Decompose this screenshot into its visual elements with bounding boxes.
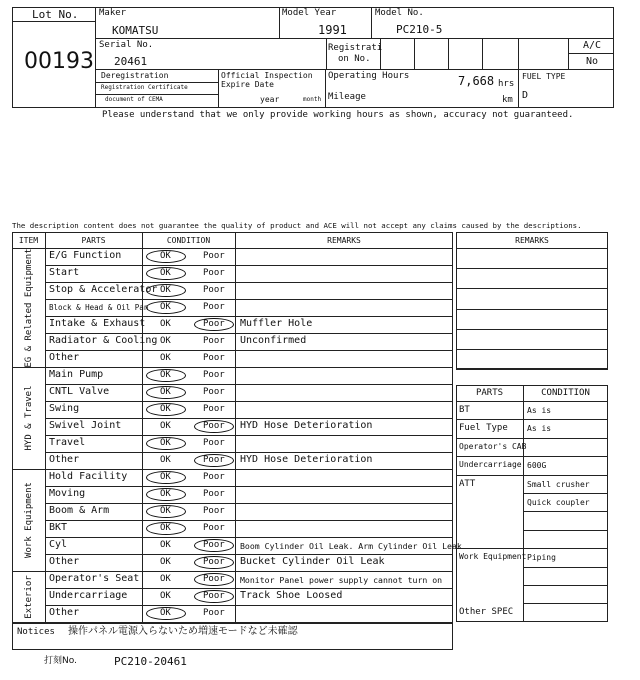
lot-no: 00193 [24, 49, 94, 74]
ok-option: OK [160, 472, 171, 482]
cema-label: document of CEMA [105, 96, 163, 103]
part-label: Intake & Exhaust [49, 318, 146, 329]
ok-circle [146, 505, 186, 518]
group-label: HYD & Travel [23, 385, 34, 451]
remark-text: Muffler Hole [240, 318, 313, 329]
ok-option: OK [160, 591, 171, 601]
serial-no-label: Serial No. [99, 40, 154, 50]
part-label: Moving [49, 488, 86, 499]
model-no-value: PC210-5 [396, 23, 443, 36]
poor-option: Poor [203, 251, 225, 261]
poor-circle [194, 454, 234, 467]
part-label: Swing [49, 403, 80, 414]
spec-part: Other SPEC [459, 607, 514, 618]
ok-circle [146, 369, 186, 382]
remark-line [456, 349, 608, 350]
ok-circle [146, 437, 186, 450]
remark-line [456, 268, 608, 269]
ok-option: OK [160, 353, 171, 363]
ok-option: OK [160, 251, 171, 261]
poor-option: Poor [203, 268, 225, 278]
spec-condition: As is [527, 424, 552, 434]
right-remarks-header: REMARKS [515, 236, 549, 245]
model-no-label: Model No. [375, 8, 424, 18]
mileage-label: Mileage [328, 92, 366, 102]
fuel-type-label: FUEL TYPE [522, 72, 566, 81]
part-label: Other [49, 607, 80, 618]
spec-part: Operator's CAB [459, 441, 527, 451]
registration-cert-label: Registration Certificate [101, 84, 188, 91]
part-label: BKT [49, 522, 68, 533]
poor-circle [194, 556, 234, 569]
poor-circle [194, 590, 234, 603]
registration-label-2: on No. [338, 54, 371, 64]
remark-line [456, 369, 608, 370]
notices-text: 操作パネル電源入らないため増速モードなど未確認 [68, 626, 298, 637]
col-condition-header: CONDITION [166, 236, 211, 245]
ok-circle [146, 301, 186, 314]
ok-option: OK [160, 370, 171, 380]
spec-part: ATT [459, 478, 476, 489]
part-label: Operator's Seat [49, 573, 140, 584]
fuel-type-value: D [522, 90, 529, 101]
remark-text: Monitor Panel power supply cannot turn on [240, 575, 443, 585]
poor-option: Poor [203, 472, 225, 482]
operating-hours-label: Operating Hours [328, 71, 410, 81]
part-label: Other [49, 556, 80, 567]
poor-option: Poor [203, 557, 225, 567]
poor-option: Poor [203, 506, 225, 516]
registration-label: Registrati [328, 43, 383, 53]
part-label: Other [49, 454, 80, 465]
official-inspection-label-2: Expire Date [221, 80, 274, 89]
ok-option: OK [160, 438, 171, 448]
maker-label: Maker [99, 8, 127, 18]
serial-no-value: 20461 [114, 55, 148, 68]
year-label: year [260, 95, 280, 104]
stamp-label: 打刻No. [44, 656, 77, 666]
col-parts-header: PARTS [81, 236, 106, 245]
ok-option: OK [160, 557, 171, 567]
spec-part: BT [459, 405, 470, 415]
ok-circle [146, 386, 186, 399]
group-label: EG & Related Equipment [23, 247, 34, 368]
ok-option: OK [160, 608, 171, 618]
poor-option: Poor [203, 540, 225, 550]
ok-option: OK [160, 268, 171, 278]
poor-option: Poor [203, 370, 225, 380]
part-label: Other [49, 352, 80, 363]
ok-option: OK [160, 336, 171, 346]
poor-option: Poor [203, 608, 225, 618]
maker-value: KOMATSU [112, 24, 159, 37]
ok-option: OK [160, 302, 171, 312]
ok-circle [146, 471, 186, 484]
part-label: Hold Facility [49, 471, 128, 482]
poor-option: Poor [203, 285, 225, 295]
poor-option: Poor [203, 489, 225, 499]
remark-line [456, 309, 608, 310]
poor-option: Poor [203, 387, 225, 397]
poor-option: Poor [203, 421, 225, 431]
part-label: Cyl [49, 539, 68, 550]
remark-text: HYD Hose Deterioration [240, 420, 373, 431]
spec-condition: Piping [527, 553, 556, 563]
month-label: month [303, 96, 322, 103]
lot-no-label: Lot No. [32, 8, 79, 21]
ok-option: OK [160, 540, 171, 550]
hours-note: Please understand that we only provide working hours as shown, accuracy not guaranteed. [102, 110, 574, 120]
poor-option: Poor [203, 353, 225, 363]
part-label: Start [49, 267, 80, 278]
poor-option: Poor [203, 574, 225, 584]
ok-option: OK [160, 523, 171, 533]
remark-text: Bucket Cylinder Oil Leak [240, 556, 385, 567]
ok-circle [146, 403, 186, 416]
model-year-label: Model Year [282, 8, 337, 18]
remark-line [456, 288, 608, 289]
stamp-value: PC210-20461 [114, 655, 187, 668]
ok-option: OK [160, 489, 171, 499]
poor-circle [194, 318, 234, 331]
ok-option: OK [160, 506, 171, 516]
ok-option: OK [160, 404, 171, 414]
official-inspection-label: Official Inspection [221, 71, 313, 80]
model-year-value: 1991 [318, 23, 347, 37]
ok-option: OK [160, 574, 171, 584]
spec-condition: 600G [527, 461, 547, 471]
group-label: Work Equipment [23, 482, 34, 558]
ok-option: OK [160, 421, 171, 431]
ok-circle [146, 522, 186, 535]
ok-option: OK [160, 285, 171, 295]
ok-circle [146, 488, 186, 501]
remark-text: HYD Hose Deterioration [240, 454, 373, 465]
remark-text: Unconfirmed [240, 335, 307, 346]
poor-option: Poor [203, 591, 225, 601]
part-label: Radiator & Cooling [49, 335, 158, 346]
poor-option: Poor [203, 404, 225, 414]
poor-option: Poor [203, 336, 225, 346]
col-item-header: ITEM [18, 236, 39, 245]
part-label: E/G Function [49, 250, 122, 261]
poor-option: Poor [203, 523, 225, 533]
spec-col-condition: CONDITION [541, 388, 590, 398]
remark-line [456, 329, 608, 330]
poor-circle [194, 539, 234, 552]
poor-option: Poor [203, 438, 225, 448]
part-label: Boom & Arm [49, 505, 110, 516]
disclaimer: The description content does not guarantee the quality of product and ACE will not accept any claims caused by the descriptions. [12, 221, 582, 230]
spec-part: Work Equipment [459, 552, 527, 562]
ok-circle [146, 250, 186, 263]
part-label: Swivel Joint [49, 420, 122, 431]
ac-value: No [586, 56, 599, 67]
poor-option: Poor [203, 319, 225, 329]
ok-option: OK [160, 387, 171, 397]
spec-col-parts: PARTS [475, 388, 504, 398]
deregistration-label: Deregistration [101, 71, 169, 80]
ok-option: OK [160, 319, 171, 329]
spec-part: Fuel Type [459, 423, 508, 434]
remark-text: Track Shoe Loosed [240, 590, 343, 601]
ac-label: A/C [583, 40, 602, 51]
poor-option: Poor [203, 302, 225, 312]
spec-condition: As is [527, 406, 552, 415]
part-label: Main Pump [49, 369, 104, 380]
poor-option: Poor [203, 455, 225, 465]
spec-condition: Quick coupler [527, 498, 590, 507]
part-label: Stop & Accelerator [49, 284, 158, 295]
km-unit: km [502, 95, 513, 105]
hrs-unit: hrs [498, 79, 515, 89]
col-remarks-header: REMARKS [327, 236, 361, 245]
part-label: Travel [49, 437, 86, 448]
ok-circle [146, 267, 186, 280]
part-label: Undercarriage [49, 590, 128, 601]
operating-hours-value: 7,668 [458, 74, 495, 88]
ok-option: OK [160, 455, 171, 465]
group-label: Exterior [23, 574, 34, 619]
remark-text: Boom Cylinder Oil Leak. Arm Cylinder Oil Leak [240, 541, 462, 551]
ok-circle [146, 284, 186, 297]
spec-part: Undercarriage [459, 460, 522, 470]
notices-label: Notices [17, 627, 55, 637]
part-label: Block & Head & Oil Pan [49, 303, 149, 312]
ok-circle [146, 607, 186, 620]
poor-circle [194, 573, 234, 586]
spec-condition: Small crusher [527, 479, 590, 489]
poor-circle [194, 420, 234, 433]
part-label: CNTL Valve [49, 386, 110, 397]
